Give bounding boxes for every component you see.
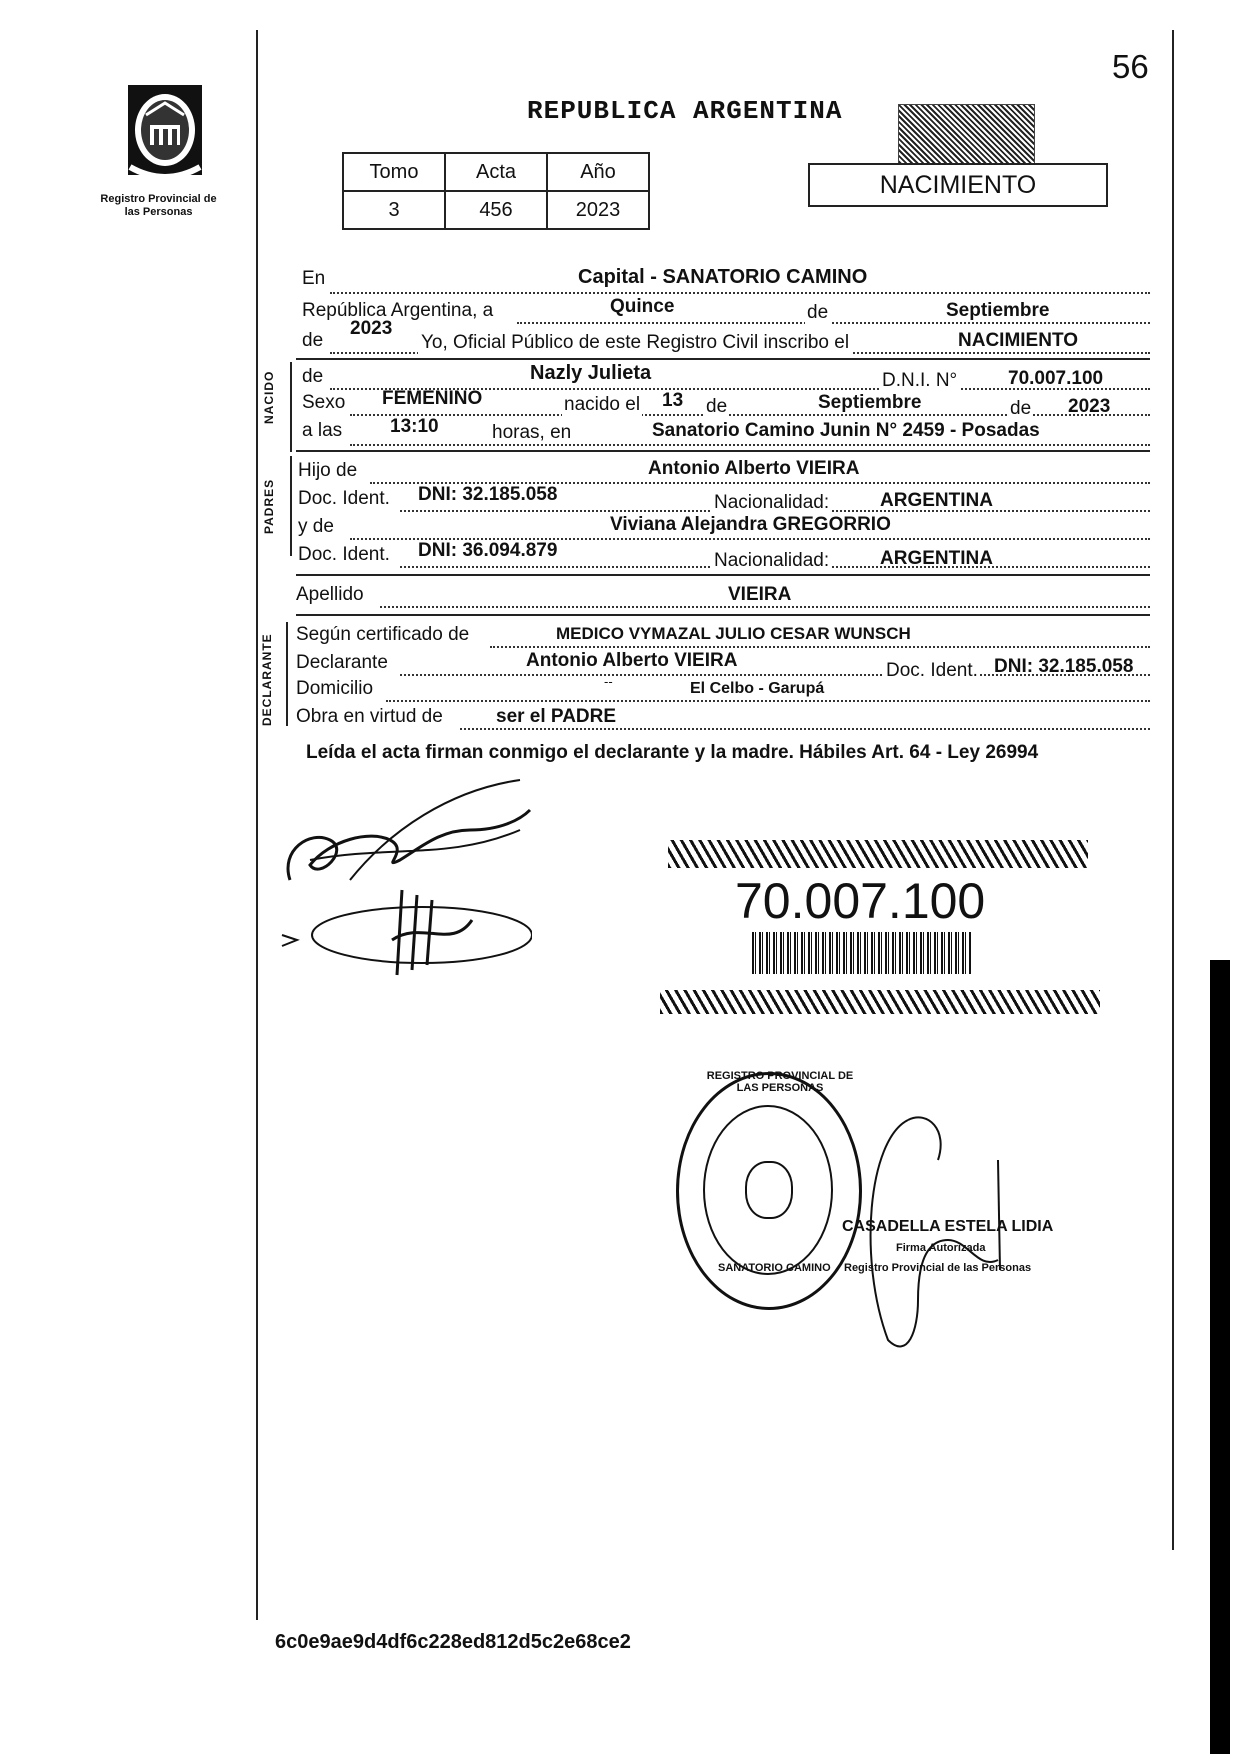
dotted-line xyxy=(460,728,1150,730)
horas-label: horas, en xyxy=(492,422,572,443)
place-value: Capital - SANATORIO CAMINO xyxy=(578,266,868,288)
mother-signature xyxy=(272,880,532,980)
apellido-label: Apellido xyxy=(296,584,364,605)
padres-side-label: PADRES xyxy=(262,478,276,534)
mother-name: Viviana Alejandra GREGORRIO xyxy=(610,514,891,535)
hijo-de-label: Hijo de xyxy=(298,460,358,481)
right-edge-bar xyxy=(1210,960,1230,1754)
barcode xyxy=(752,932,972,974)
record-table xyxy=(342,152,650,230)
birth-place: Sanatorio Camino Junin N° 2459 - Posadas xyxy=(652,420,1040,441)
de-label: de xyxy=(302,366,324,387)
nacido-el-label: nacido el xyxy=(564,394,641,415)
misiones-emblem-logo xyxy=(110,75,220,190)
sexo-label: Sexo xyxy=(302,392,346,413)
birth-year: 2023 xyxy=(1068,396,1111,417)
dni-label: D.N.I. N° xyxy=(882,370,958,391)
domicilio-label: Domicilio xyxy=(296,678,374,699)
declarante-doc: DNI: 32.185.058 xyxy=(994,656,1134,677)
official-role: Firma Autorizada xyxy=(896,1242,986,1254)
apellido-value: VIEIRA xyxy=(728,584,792,605)
seal-emblem-icon xyxy=(745,1161,793,1219)
father-name: Antonio Alberto VIEIRA xyxy=(648,458,860,479)
de-label: de xyxy=(807,302,829,323)
domicilio-mark: -- xyxy=(604,674,613,689)
seal-inner-text: SANATORIO CAMINO xyxy=(718,1262,831,1274)
padres-section-bar xyxy=(290,456,292,556)
child-dni: 70.007.100 xyxy=(1008,368,1104,389)
mother-nationality: ARGENTINA xyxy=(880,548,993,569)
record-value-tomo: 3 xyxy=(343,191,445,229)
official-name: CASADELLA ESTELA LIDIA xyxy=(842,1218,1054,1235)
birth-time: 13:10 xyxy=(390,416,439,437)
right-margin-line xyxy=(1172,30,1174,1550)
domicilio-value: El Celbo - Garupá xyxy=(690,680,825,697)
dotted-line xyxy=(380,606,1150,608)
republica-label: República Argentina, a xyxy=(302,300,494,321)
page-number: 56 xyxy=(1112,48,1149,85)
nacionalidad-label: Nacionalidad: xyxy=(714,550,830,571)
declarante-section-bar xyxy=(286,622,288,726)
dotted-line xyxy=(517,322,1150,324)
stamp-dni-number: 70.007.100 xyxy=(735,873,986,929)
declarant-signature xyxy=(270,770,570,890)
doc-ident-label: Doc. Ident. xyxy=(298,544,390,565)
obra-label: Obra en virtud de xyxy=(296,706,443,727)
birth-month: Septiembre xyxy=(818,392,922,413)
section-rule xyxy=(296,358,1150,360)
nacionalidad-label: Nacionalidad: xyxy=(714,492,830,513)
mother-doc: DNI: 36.094.879 xyxy=(418,540,558,561)
birth-day: 13 xyxy=(662,390,684,411)
record-value-anio: 2023 xyxy=(547,191,649,229)
intro-text: Yo, Oficial Público de este Registro Civil inscribo el xyxy=(418,332,852,354)
a-las-label: a las xyxy=(302,420,343,441)
seal-ring-text: REGISTRO PROVINCIAL DE LAS PERSONAS xyxy=(706,1070,854,1094)
record-value-acta: 456 xyxy=(445,191,547,229)
event-value: NACIMIENTO xyxy=(958,330,1078,351)
declarante-side-label: DECLARANTE xyxy=(260,633,274,726)
doc-ident-label: Doc. Ident. xyxy=(298,488,390,509)
watermark-pattern-top xyxy=(668,840,1088,868)
father-doc: DNI: 32.185.058 xyxy=(418,484,558,505)
security-stamp-icon xyxy=(898,104,1035,164)
registry-name: Registro Provincial de las Personas xyxy=(100,193,217,218)
declarante-label: Declarante xyxy=(296,652,388,673)
nacido-section-bar xyxy=(290,362,292,452)
de-label: de xyxy=(1010,398,1032,419)
country-title: REPUBLICA ARGENTINA xyxy=(527,96,843,126)
month-value: Septiembre xyxy=(946,300,1050,321)
watermark-pattern-bottom xyxy=(660,990,1100,1014)
de-label: de xyxy=(706,396,728,417)
closing-statement: Leída el acta firman conmigo el declarante y la madre. Hábiles Art. 64 - Ley 26994 xyxy=(306,742,1039,763)
doc-ident-label: Doc. Ident. xyxy=(886,660,978,681)
nacido-side-label: NACIDO xyxy=(262,370,276,424)
day-value: Quince xyxy=(610,296,675,317)
document-hash: 6c0e9ae9d4df6c228ed812d5c2e68ce2 xyxy=(275,1631,631,1653)
record-header-anio: Año xyxy=(547,153,649,191)
official-org: Registro Provincial de las Personas xyxy=(844,1262,1032,1274)
obra-value: ser el PADRE xyxy=(496,706,617,727)
record-header-tomo: Tomo xyxy=(343,153,445,191)
dotted-line xyxy=(350,444,1150,446)
record-header-acta: Acta xyxy=(445,153,547,191)
y-de-label: y de xyxy=(298,516,334,537)
left-margin-line xyxy=(256,30,258,1620)
document-type-box: NACIMIENTO xyxy=(808,163,1108,207)
de2-label: de xyxy=(302,330,324,351)
dotted-line xyxy=(330,292,1150,294)
father-nationality: ARGENTINA xyxy=(880,490,993,511)
section-rule xyxy=(296,450,1150,452)
section-rule xyxy=(296,614,1150,616)
dotted-line xyxy=(490,646,1150,648)
child-name: Nazly Julieta xyxy=(530,362,652,384)
declarante-value: Antonio Alberto VIEIRA xyxy=(526,650,738,671)
section-rule xyxy=(296,574,1150,576)
official-seal xyxy=(676,1072,862,1310)
certificado-label: Según certificado de xyxy=(296,624,470,645)
dotted-line xyxy=(386,700,1150,702)
sexo-value: FEMENINO xyxy=(382,388,483,409)
year-value: 2023 xyxy=(350,318,393,339)
en-label: En xyxy=(302,268,326,289)
certificado-value: MEDICO VYMAZAL JULIO CESAR WUNSCH xyxy=(556,624,911,643)
